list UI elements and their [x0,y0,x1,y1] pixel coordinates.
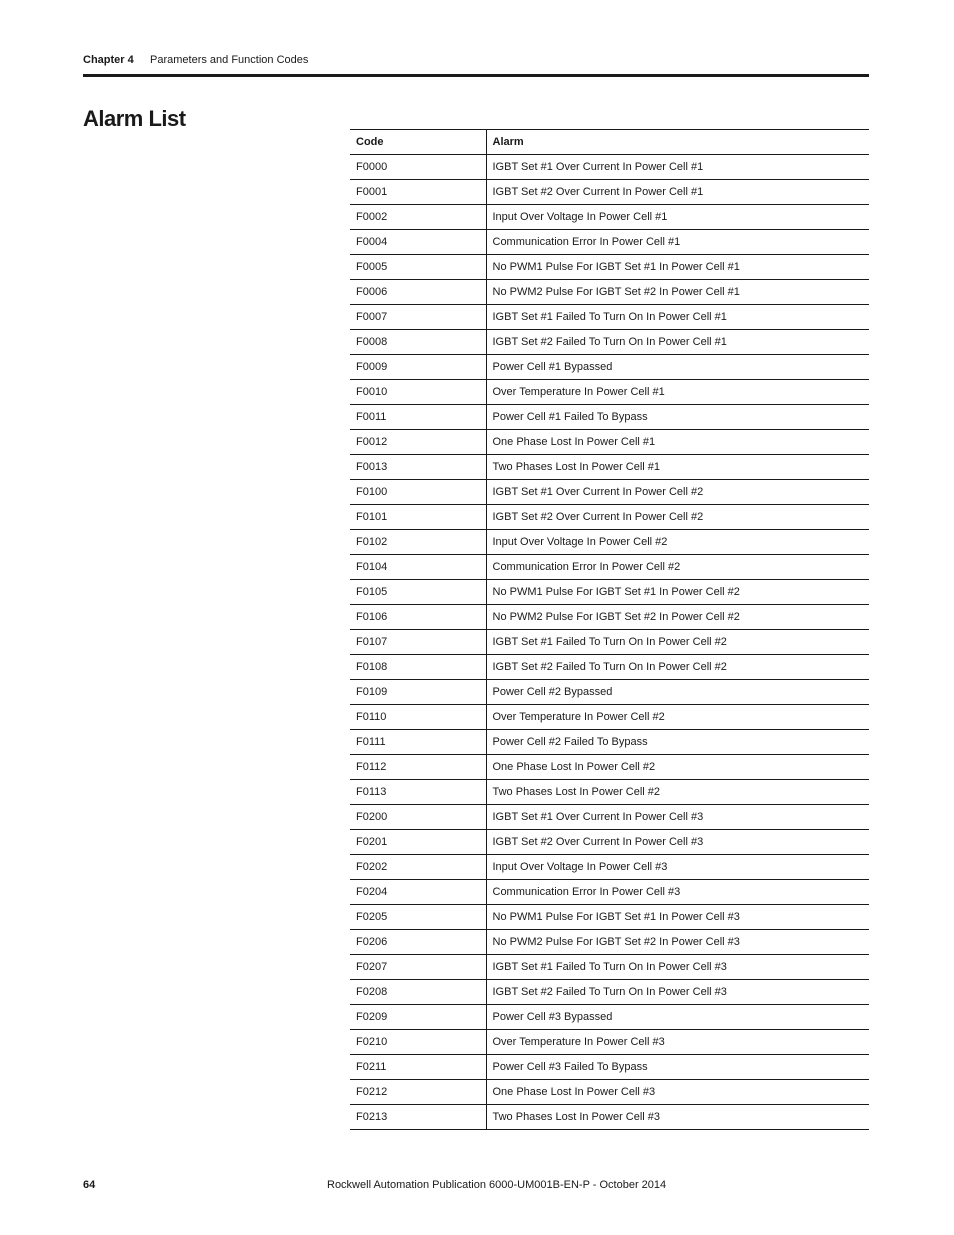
alarm-code-cell: F0213 [350,1105,486,1130]
alarm-description-cell: No PWM2 Pulse For IGBT Set #2 In Power Cell #1 [486,280,869,305]
alarm-description-cell: IGBT Set #1 Over Current In Power Cell #2 [486,480,869,505]
alarm-description-cell: No PWM1 Pulse For IGBT Set #1 In Power Cell #2 [486,580,869,605]
table-row [350,530,869,555]
alarm-code-cell: F0106 [350,605,486,630]
alarm-description-cell: Two Phases Lost In Power Cell #2 [486,780,869,805]
alarm-code-cell: F0000 [350,155,486,180]
alarm-code-cell: F0108 [350,655,486,680]
alarm-code-cell: F0101 [350,505,486,530]
alarm-description-cell: One Phase Lost In Power Cell #3 [486,1080,869,1105]
table-row [350,655,869,680]
alarm-code-cell: F0201 [350,830,486,855]
table-row [350,305,869,330]
table-row [350,555,869,580]
alarm-description-cell: Communication Error In Power Cell #3 [486,880,869,905]
alarm-code-cell: F0001 [350,180,486,205]
table-row [350,380,869,405]
alarm-description-cell: IGBT Set #1 Failed To Turn On In Power Cell #2 [486,630,869,655]
alarm-code-cell: F0207 [350,955,486,980]
table-row [350,1005,869,1030]
alarm-code-cell: F0113 [350,780,486,805]
table-row [350,580,869,605]
alarm-code-cell: F0011 [350,405,486,430]
alarm-description-cell: Power Cell #1 Bypassed [486,355,869,380]
table-row [350,505,869,530]
table-row [350,155,869,180]
table-row [350,480,869,505]
table-row [350,205,869,230]
table-row [350,1105,869,1130]
alarm-code-cell: F0105 [350,580,486,605]
table-row [350,705,869,730]
table-row [350,430,869,455]
alarm-description-cell: IGBT Set #1 Over Current In Power Cell #3 [486,805,869,830]
publication-info: Rockwell Automation Publication 6000-UM001B-EN-P - October 2014 [327,1179,667,1191]
alarm-code-cell: F0208 [350,980,486,1005]
alarm-description-cell: Over Temperature In Power Cell #1 [486,380,869,405]
alarm-description-cell: IGBT Set #1 Over Current In Power Cell #1 [486,155,869,180]
chapter-section-title: Parameters and Function Codes [150,54,309,66]
alarm-table-body [350,155,869,1130]
table-row [350,1055,869,1080]
table-row [350,855,869,880]
header-divider [83,74,869,77]
alarm-code-cell: F0002 [350,205,486,230]
table-row [350,1030,869,1055]
alarm-table [350,129,869,1130]
alarm-code-cell: F0112 [350,755,486,780]
alarm-description-cell: Input Over Voltage In Power Cell #2 [486,530,869,555]
table-row [350,780,869,805]
alarm-code-cell: F0007 [350,305,486,330]
alarm-description-cell: IGBT Set #2 Failed To Turn On In Power Cell #2 [486,655,869,680]
alarm-description-cell: IGBT Set #2 Over Current In Power Cell #2 [486,505,869,530]
alarm-code-cell: F0111 [350,730,486,755]
table-row [350,730,869,755]
table-row [350,405,869,430]
table-row [350,755,869,780]
table-row [350,830,869,855]
running-header [83,52,308,68]
table-row [350,455,869,480]
alarm-description-cell: Over Temperature In Power Cell #3 [486,1030,869,1055]
table-row [350,255,869,280]
alarm-code-cell: F0107 [350,630,486,655]
alarm-description-cell: No PWM2 Pulse For IGBT Set #2 In Power Cell #2 [486,605,869,630]
alarm-code-cell: F0100 [350,480,486,505]
alarm-code-cell: F0005 [350,255,486,280]
alarm-description-cell: Two Phases Lost In Power Cell #1 [486,455,869,480]
alarm-code-cell: F0010 [350,380,486,405]
alarm-code-cell: F0110 [350,705,486,730]
alarm-code-cell: F0008 [350,330,486,355]
alarm-description-cell: Communication Error In Power Cell #2 [486,555,869,580]
table-row [350,880,869,905]
page-number: 64 [83,1179,96,1191]
alarm-code-cell: F0205 [350,905,486,930]
table-row [350,230,869,255]
alarm-code-cell: F0102 [350,530,486,555]
table-row [350,805,869,830]
table-row [350,905,869,930]
alarm-description-cell: Power Cell #2 Failed To Bypass [486,730,869,755]
column-header-code: Code [350,130,486,155]
alarm-description-cell: One Phase Lost In Power Cell #1 [486,430,869,455]
table-row [350,955,869,980]
alarm-description-cell: IGBT Set #2 Over Current In Power Cell #3 [486,830,869,855]
alarm-code-cell: F0006 [350,280,486,305]
alarm-code-cell: F0004 [350,230,486,255]
table-row [350,330,869,355]
alarm-description-cell: One Phase Lost In Power Cell #2 [486,755,869,780]
alarm-code-cell: F0202 [350,855,486,880]
alarm-code-cell: F0104 [350,555,486,580]
table-row [350,630,869,655]
alarm-description-cell: Input Over Voltage In Power Cell #3 [486,855,869,880]
alarm-description-cell: IGBT Set #1 Failed To Turn On In Power Cell #1 [486,305,869,330]
alarm-code-cell: F0210 [350,1030,486,1055]
table-row [350,280,869,305]
alarm-code-cell: F0209 [350,1005,486,1030]
alarm-code-cell: F0204 [350,880,486,905]
column-header-alarm: Alarm [486,130,869,155]
alarm-code-cell: F0212 [350,1080,486,1105]
alarm-code-cell: F0211 [350,1055,486,1080]
alarm-code-cell: F0200 [350,805,486,830]
alarm-description-cell: Power Cell #2 Bypassed [486,680,869,705]
table-row [350,1080,869,1105]
chapter-label: Chapter 4 [83,54,134,66]
alarm-description-cell: No PWM1 Pulse For IGBT Set #1 In Power Cell #1 [486,255,869,280]
alarm-description-cell: Communication Error In Power Cell #1 [486,230,869,255]
table-row [350,355,869,380]
table-row [350,680,869,705]
page-title: Alarm List [83,106,186,131]
table-row [350,980,869,1005]
alarm-description-cell: IGBT Set #1 Failed To Turn On In Power Cell #3 [486,955,869,980]
alarm-code-cell: F0012 [350,430,486,455]
table-row [350,180,869,205]
alarm-description-cell: Power Cell #1 Failed To Bypass [486,405,869,430]
alarm-description-cell: Power Cell #3 Bypassed [486,1005,869,1030]
alarm-description-cell: IGBT Set #2 Over Current In Power Cell #1 [486,180,869,205]
alarm-description-cell: No PWM2 Pulse For IGBT Set #2 In Power Cell #3 [486,930,869,955]
alarm-description-cell: Two Phases Lost In Power Cell #3 [486,1105,869,1130]
alarm-code-cell: F0013 [350,455,486,480]
table-row [350,930,869,955]
alarm-code-cell: F0206 [350,930,486,955]
alarm-description-cell: Power Cell #3 Failed To Bypass [486,1055,869,1080]
table-row [350,605,869,630]
table-header-row [350,130,869,155]
alarm-description-cell: IGBT Set #2 Failed To Turn On In Power Cell #3 [486,980,869,1005]
alarm-description-cell: Over Temperature In Power Cell #2 [486,705,869,730]
alarm-description-cell: Input Over Voltage In Power Cell #1 [486,205,869,230]
alarm-code-cell: F0009 [350,355,486,380]
alarm-description-cell: IGBT Set #2 Failed To Turn On In Power Cell #1 [486,330,869,355]
alarm-code-cell: F0109 [350,680,486,705]
alarm-description-cell: No PWM1 Pulse For IGBT Set #1 In Power Cell #3 [486,905,869,930]
